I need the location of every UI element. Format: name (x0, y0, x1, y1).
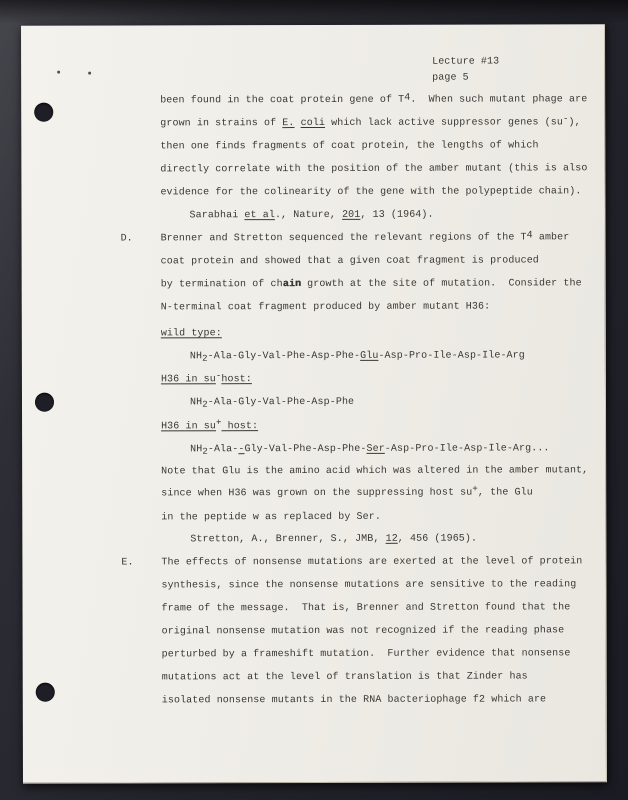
text-segment: 12 (385, 533, 398, 545)
text-segment: - (562, 113, 569, 124)
text-segment: H36 in su (160, 374, 216, 386)
text-segment: been found in the coat protein gene of T (160, 94, 405, 107)
text-segment: . When such mutant phage are (410, 94, 588, 106)
text-line-1 (432, 72, 469, 85)
text-segment: - (215, 370, 222, 381)
text-segment: evidence for the colinearity of the gene with the polypeptide chain). (160, 186, 582, 199)
text-segment: isolated nonsense mutants in the RNA bacteriophage f2 which are (161, 694, 547, 707)
text-segment: NH (189, 397, 203, 409)
text-segment: -Asp-Pro-Ile-Asp-Ile-Arg... (384, 443, 550, 455)
text-line-4 (160, 139, 538, 153)
text-segment: NH (190, 444, 203, 456)
text-segment: 2 (202, 353, 208, 364)
text-segment: original nonsense mutation was not recognized if the reading phase (161, 625, 565, 638)
text-line-17 (161, 417, 259, 433)
text-line-23 (121, 556, 133, 569)
text-segment: since when H36 was grown on the suppressing host su (161, 487, 473, 500)
text-segment: Ser (366, 443, 385, 455)
text-segment: E. (282, 118, 295, 130)
text-segment: 2 (202, 399, 208, 410)
text-segment: Stretton, A., Brenner, S., JMB, (190, 533, 386, 546)
text-line-11 (161, 277, 582, 291)
text-line-29 (162, 670, 528, 684)
text-line-13 (161, 327, 222, 340)
typewritten-text (21, 24, 606, 783)
text-line-22 (190, 533, 477, 547)
text-segment: growth at the site of mutation. Consider the (301, 278, 582, 291)
text-segment: Glu (360, 350, 379, 362)
text-segment: , 456 (1965). (397, 533, 478, 545)
text-segment: frame of the message. That is, Brenner and Stretton found that the (161, 602, 571, 615)
text-line-19 (161, 464, 588, 478)
text-segment: ), (568, 117, 581, 129)
text-line-30 (162, 693, 546, 707)
text-line-20 (161, 486, 533, 500)
text-segment: -Ala-Gly-Val-Phe-Asp-Phe- (207, 350, 361, 363)
text-segment: 4 (526, 230, 533, 242)
text-line-25 (161, 578, 576, 592)
text-segment: 201 (342, 209, 361, 221)
text-segment: synthesis, since the nonsense mutations are sensitive to the reading (161, 579, 577, 592)
text-line-0 (432, 56, 499, 69)
text-line-15 (160, 370, 252, 386)
text-segment: grown in strains of (160, 118, 283, 130)
text-segment: host: (221, 421, 259, 433)
text-segment: coli (300, 117, 326, 130)
text-line-27 (162, 624, 565, 638)
text-segment: coat protein and showed that a given coat fragment is produced (160, 255, 539, 268)
text-segment: D. (120, 233, 133, 245)
text-line-2 (160, 93, 587, 107)
text-segment: directly correlate with the position of the amber mutant (this is also (160, 163, 588, 176)
text-line-3 (160, 113, 581, 130)
text-segment: Sarabhai (189, 210, 245, 222)
text-line-18 (190, 442, 549, 456)
text-line-9 (161, 231, 570, 245)
text-segment: in the peptide w as replaced by Ser. (161, 511, 381, 524)
text-segment: perturbed by a frameshift mutation. Further evidence that nonsense (161, 648, 571, 661)
text-line-14 (190, 349, 525, 363)
text-line-5 (160, 162, 587, 176)
text-segment: -Ala- (207, 444, 239, 456)
text-segment: -Ala-Gly-Val-Phe-Asp-Phe (207, 396, 355, 409)
text-segment: N-terminal coat fragment produced by amber mutant H36: (160, 301, 491, 314)
text-segment: E. (121, 557, 134, 569)
text-segment: + (472, 484, 478, 495)
text-segment: then one finds fragments of coat protein, the lengths of which (160, 140, 539, 153)
text-line-24 (161, 555, 582, 569)
text-segment: host: (221, 374, 252, 386)
text-segment: wild type: (160, 328, 222, 340)
text-line-21 (161, 511, 381, 525)
text-segment: , the Glu (477, 487, 533, 499)
text-segment: The effects of nonsense mutations are exerted at the level of protein (161, 556, 583, 569)
text-segment: Note that Glu is the amino acid which was altered in the amber mutant, (161, 465, 589, 478)
text-segment: et al (244, 210, 275, 222)
text-segment: , 13 (1964). (360, 209, 434, 221)
text-segment: + (215, 417, 222, 428)
text-line-7 (189, 209, 433, 223)
text-line-28 (162, 647, 571, 661)
text-line-12 (161, 301, 490, 315)
text-segment: NH (189, 351, 203, 363)
text-line-6 (160, 185, 581, 199)
text-segment: amber (532, 232, 570, 244)
text-segment: page 5 (432, 72, 469, 84)
text-segment: Brenner and Stretton sequenced the relevant regions of the T (160, 232, 527, 245)
text-line-8 (121, 232, 133, 245)
document-page (21, 24, 607, 784)
text-segment: 4 (404, 92, 411, 104)
text-segment: -Asp-Pro-Ile-Asp-Ile-Arg (378, 350, 525, 362)
text-segment: ain (282, 279, 302, 291)
text-segment: - (238, 444, 245, 456)
text-line-10 (161, 254, 539, 268)
text-segment: H36 in su (161, 421, 216, 433)
text-segment: mutations act at the level of translation is that Zinder has (161, 671, 528, 684)
text-segment: ., Nature, (274, 209, 343, 222)
text-segment: by termination of ch (160, 279, 283, 291)
text-segment: 2 (202, 446, 208, 457)
text-segment: Gly-Val-Phe-Asp-Phe- (244, 443, 367, 456)
text-segment: which lack active suppressor genes (su (325, 117, 563, 129)
text-line-26 (162, 601, 571, 615)
text-segment: Lecture #13 (432, 56, 500, 68)
text-line-16 (190, 396, 354, 409)
